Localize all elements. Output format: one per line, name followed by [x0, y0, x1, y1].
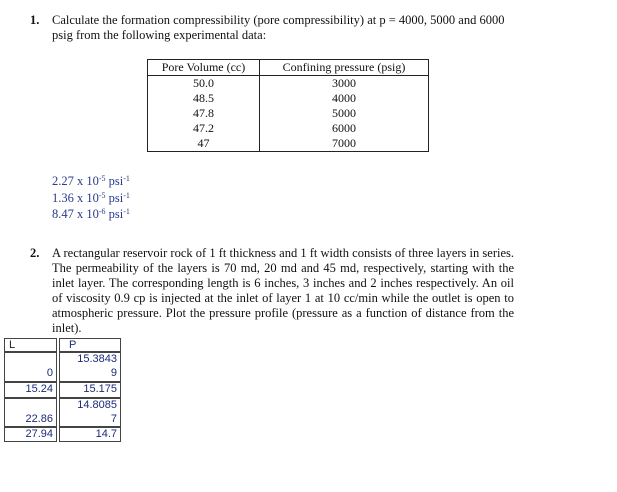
table-row: [148, 76, 429, 92]
question-1-number: 1.: [30, 13, 40, 27]
table-cell: 4000: [260, 91, 429, 106]
question-2-number: 2.: [30, 246, 40, 260]
header-l: L: [4, 338, 57, 352]
table-row: [148, 106, 429, 121]
table-cell: 5000: [260, 106, 429, 121]
answers-list: [52, 172, 130, 222]
table-cell: 47: [148, 136, 260, 152]
table-row: [148, 136, 429, 152]
cell-p: 9: [110, 367, 117, 379]
table-row: [148, 91, 429, 106]
cell-l: 15.24: [25, 383, 53, 395]
cell-l: 0: [46, 367, 53, 379]
cell-p: 14.7: [95, 428, 117, 440]
table-cell: 48.5: [148, 91, 260, 106]
header-p: P: [59, 338, 121, 352]
cell-p: 7: [110, 413, 117, 425]
answer-line: 1.36 x $10^{-5}$ psi$^{-1}$: [52, 190, 130, 205]
pore-volume-table: [147, 59, 429, 152]
table-header-pore-volume: Pore Volume (cc): [148, 60, 260, 76]
question-2-text: A rectangular reservoir rock of 1 ft thickness and 1 ft width consists of three layers in series. The permeability of the layers is 70 md, 20 md and 45 md, respectively, starting with the inlet layer. The corresponding length is 6 inches, 3 inches and 2 inches respectively. An oil of viscosity 0.9 cp is injected at the inlet of layer 1 at 10 cc/min while the outlet is open to atmospheric pressure. Plot the pressure profile (pressure as a function of distance from the inlet).: [52, 246, 514, 335]
question-1-text: Calculate the formation compressibility (pore compressibility) at p = 4000, 5000 and 6000 psig from the following experimental data:: [52, 13, 505, 42]
table-header-confining-pressure: Confining pressure (psig): [260, 60, 429, 76]
table-cell: 6000: [260, 121, 429, 136]
table-cell: 47.8: [148, 106, 260, 121]
table-cell: 3000: [260, 76, 429, 92]
cell-p: 14.8085: [77, 399, 117, 411]
answer-line: 8.47 x $10^{-6}$ psi$^{-1}$: [52, 207, 130, 221]
cell-p: 15.175: [83, 383, 117, 395]
cell-l: 22.86: [25, 413, 53, 425]
answer-line: 2.27 x $10^{-5}$ psi$^{-1}$: [52, 174, 130, 188]
table-row: [148, 121, 429, 136]
table-cell: 7000: [260, 136, 429, 152]
cell-p: 15.3843: [77, 353, 117, 365]
table-cell: 47.2: [148, 121, 260, 136]
table-cell: 50.0: [148, 76, 260, 92]
cell-l: 27.94: [25, 428, 53, 440]
